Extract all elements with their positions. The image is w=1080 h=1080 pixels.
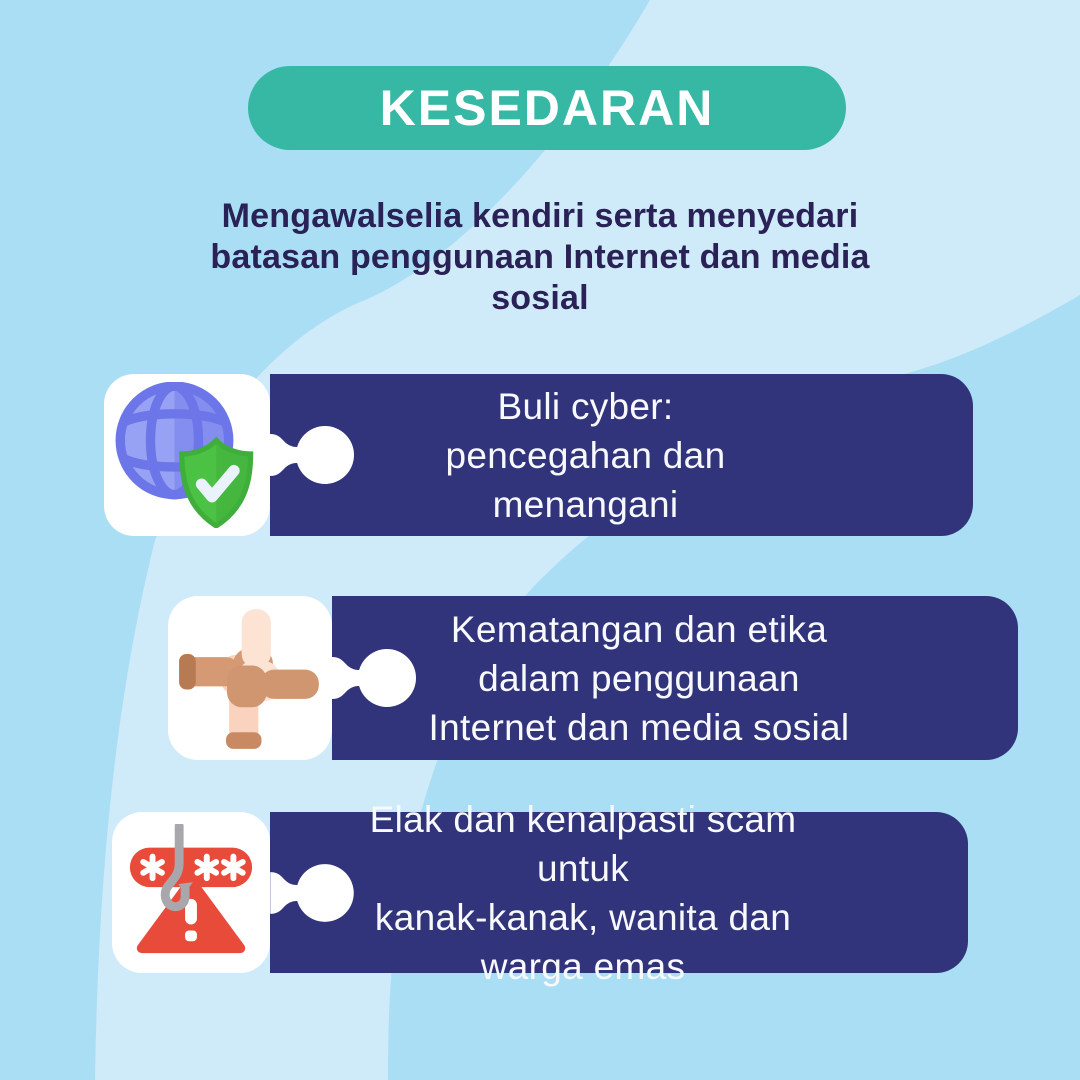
subtitle [0,196,1080,319]
card-icon-box [168,596,332,760]
phishing-alert-icon [122,824,260,962]
hands-teamwork-icon [177,605,323,751]
subtitle-line: Mengawalselia kendiri serta menyedari [221,197,859,235]
subtitle-line: sosial [491,279,589,317]
header-pill [248,66,846,150]
puzzle-knob-icon [270,812,360,973]
card-text-line: kanak-kanak, wanita dan [374,896,792,938]
puzzle-knob-icon [270,374,360,536]
card-text [270,795,968,991]
card-text-line: Kematangan dan etika [450,608,828,650]
card-text-line: Elak dan kenalpasti scam untuk [369,798,797,889]
card-text-line: dalam penggunaan [478,657,800,699]
card-text-line: Internet dan media sosial [428,706,850,748]
card-panel [270,374,973,536]
card-panel [270,798,968,987]
card-text-line: warga emas [480,945,686,987]
page-title: KESEDARAN [379,80,715,136]
card-text-line: menangani [492,483,679,525]
card-text [270,382,973,529]
card-icon-box [112,812,270,973]
puzzle-knob-icon [332,596,422,760]
subtitle-line: batasan penggunaan Internet dan media [210,238,870,276]
card-icon-box [104,374,270,536]
card-text-line: pencegahan dan [445,434,726,476]
card-text-line: Buli cyber: [497,385,674,427]
globe-shield-icon [114,382,260,528]
card-text [332,605,1018,752]
card-panel [332,596,1018,760]
